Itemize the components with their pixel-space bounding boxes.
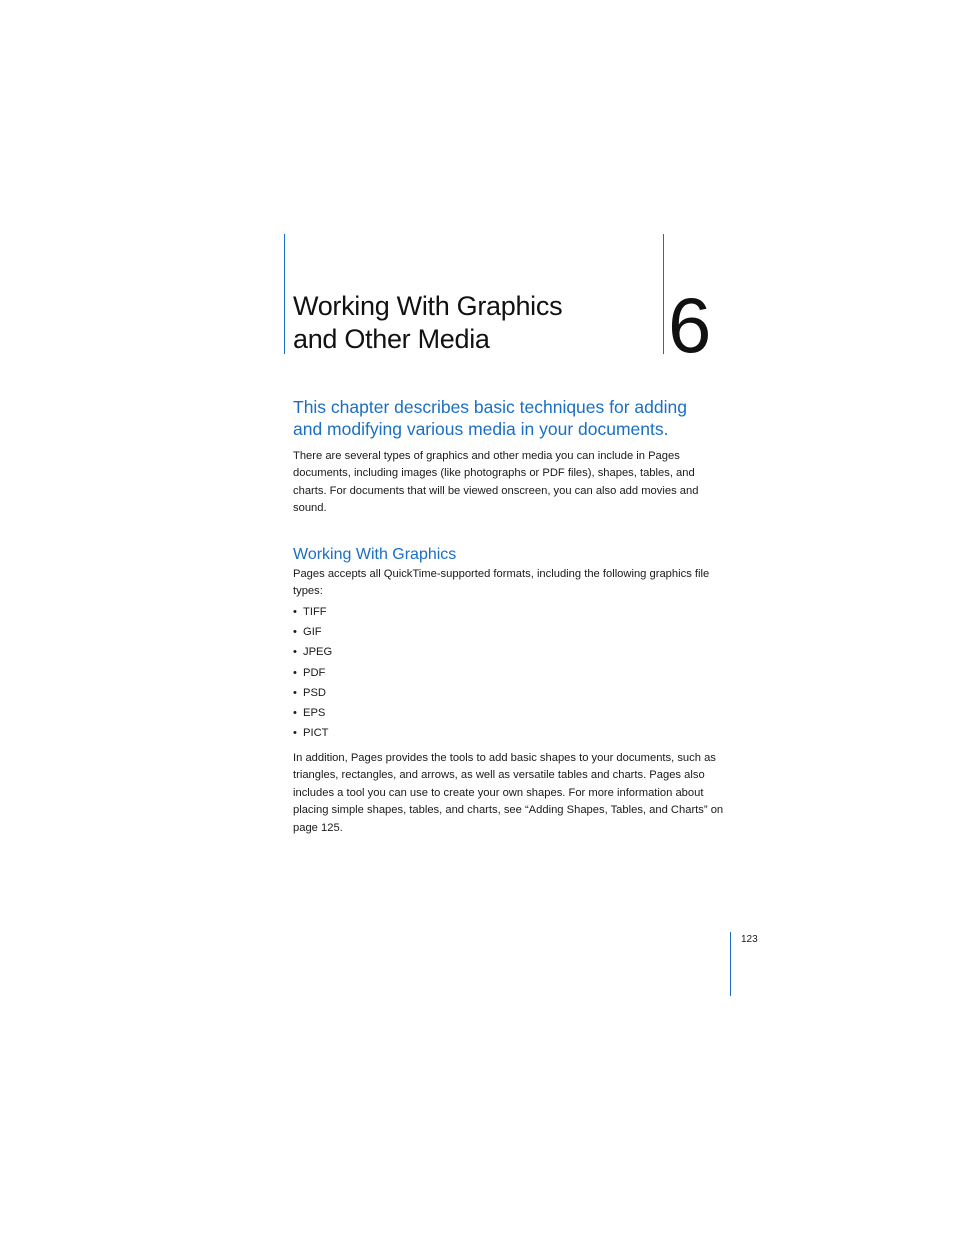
bullet: • xyxy=(293,727,297,740)
intro-line: and modifying various media in your documents. xyxy=(293,419,669,439)
chapter-number: 6 xyxy=(668,281,712,369)
folio-rule xyxy=(730,932,731,996)
paragraph-line: placing simple shapes, tables, and charts, see “Adding Shapes, Tables, and Charts” on xyxy=(293,804,724,817)
paragraph-line: There are several types of graphics and other media you can include in Pages xyxy=(293,450,680,462)
format-label: PDF xyxy=(303,666,326,679)
list-item xyxy=(293,624,332,644)
format-label: JPEG xyxy=(303,646,333,659)
bullet: • xyxy=(293,626,297,639)
paragraph-line: types: xyxy=(293,585,323,598)
bullet: • xyxy=(293,606,297,618)
paragraph-line: triangles, rectangles, and arrows, as well as versatile tables and charts. Pages also xyxy=(293,769,705,782)
paragraph-line: In addition, Pages provides the tools to add basic shapes to your documents, such as xyxy=(293,752,716,764)
format-label: PSD xyxy=(303,686,327,699)
list-item xyxy=(293,665,332,685)
paragraph-line: charts. For documents that will be viewed onscreen, you can also add movies and xyxy=(293,484,699,497)
format-label: TIFF xyxy=(303,606,327,618)
list-item xyxy=(293,685,332,705)
list-item xyxy=(293,705,332,725)
paragraph-line: documents, including images (like photographs or PDF files), shapes, tables, and xyxy=(293,467,695,480)
intro-paragraph xyxy=(293,448,733,518)
list-item xyxy=(293,725,332,745)
bullet: • xyxy=(293,646,297,659)
closing-paragraph xyxy=(293,750,733,837)
bullet: • xyxy=(293,706,297,719)
chapter-title-line: and Other Media xyxy=(293,324,490,354)
list-item xyxy=(293,604,332,624)
format-label: EPS xyxy=(303,706,326,719)
format-list xyxy=(293,604,332,745)
intro-line: This chapter describes basic techniques for adding xyxy=(293,397,687,417)
chapter-title xyxy=(293,290,653,356)
chapter-rule-left xyxy=(284,234,285,354)
bullet: • xyxy=(293,686,297,699)
page-number: 123 xyxy=(741,934,758,945)
format-label: GIF xyxy=(303,626,322,639)
chapter-title-line: Working With Graphics xyxy=(293,291,563,321)
bullet: • xyxy=(293,666,297,679)
paragraph-line: includes a tool you can use to create your own shapes. For more information about xyxy=(293,786,704,799)
section-paragraph xyxy=(293,566,733,601)
paragraph-line: Pages accepts all QuickTime-supported formats, including the following graphics file xyxy=(293,568,710,580)
list-item xyxy=(293,644,332,664)
format-label: PICT xyxy=(303,727,329,740)
section-heading: Working With Graphics xyxy=(293,546,457,563)
chapter-rule-right xyxy=(663,234,664,354)
chapter-intro xyxy=(293,396,733,440)
paragraph-line: sound. xyxy=(293,502,327,515)
paragraph-line: page 125. xyxy=(293,821,343,834)
